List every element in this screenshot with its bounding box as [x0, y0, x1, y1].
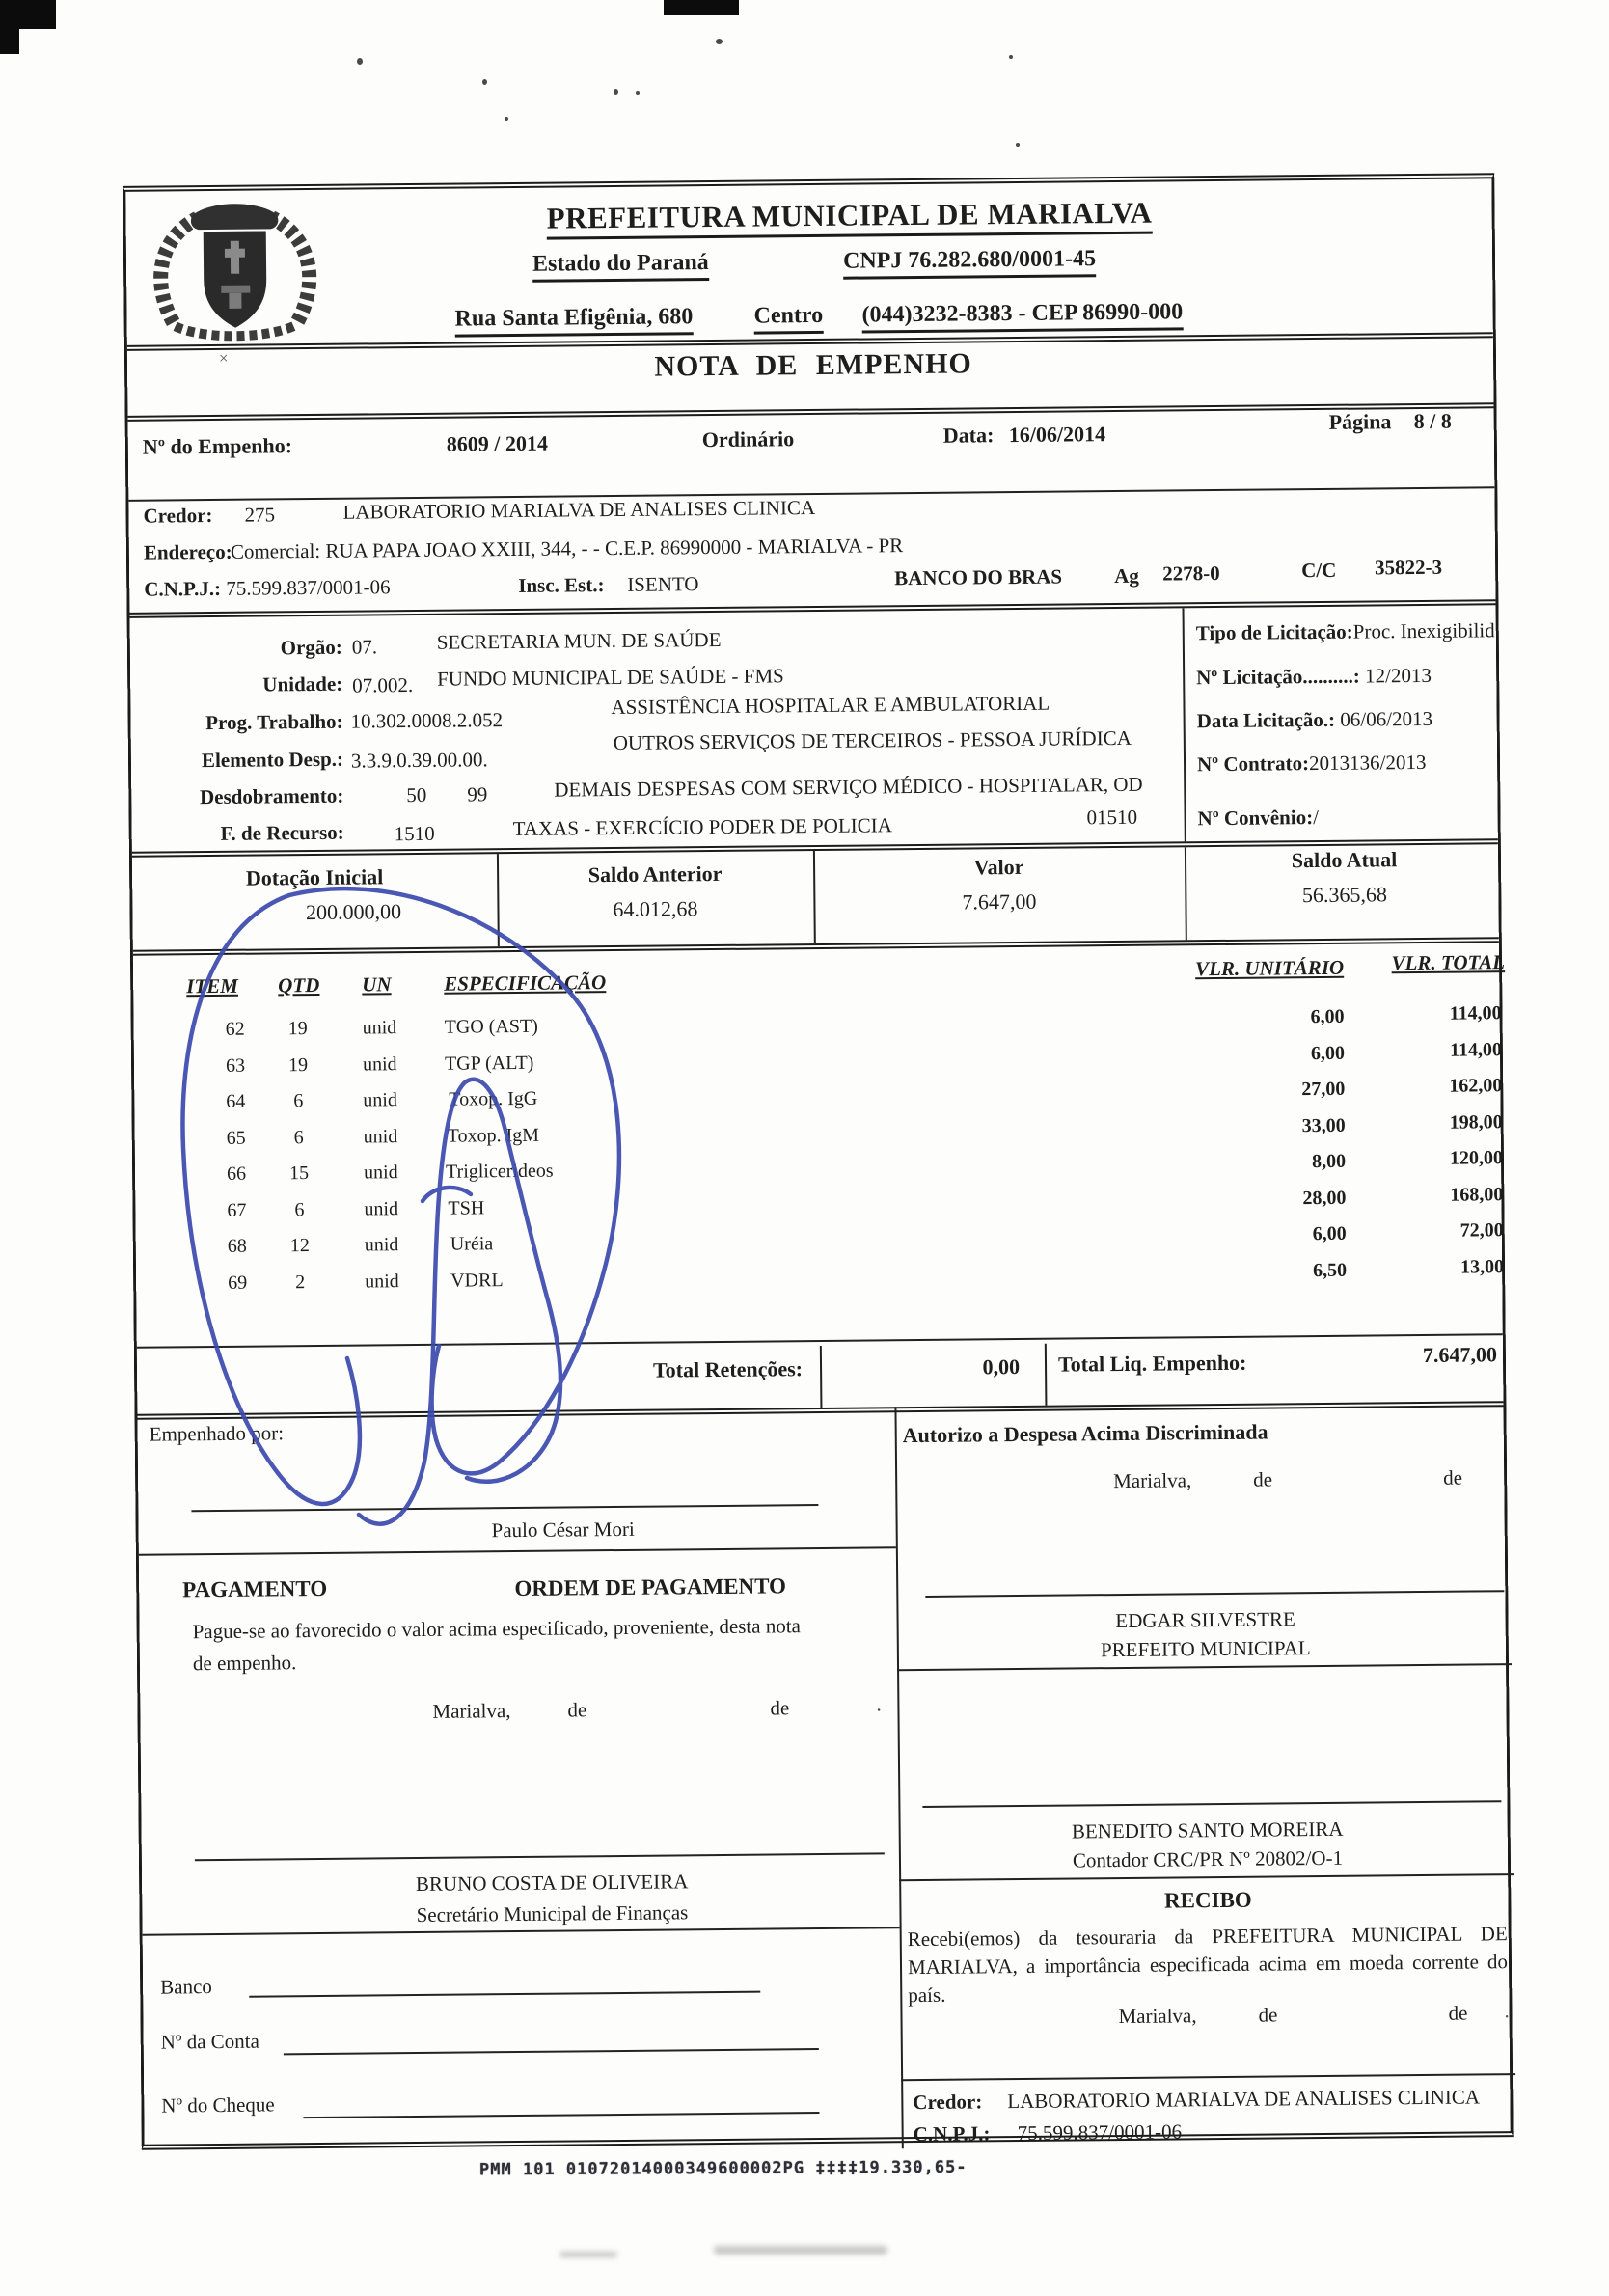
- autorizo-cidade: Marialva,: [1113, 1468, 1192, 1493]
- licitacao-data: 06/06/2013: [1340, 706, 1433, 731]
- licitacao-num: 12/2013: [1364, 663, 1432, 688]
- desdobramento-label: Desdobramento:: [199, 783, 344, 809]
- fonte-recurso-label: F. de Recurso:: [220, 820, 344, 845]
- scan-x-mark: ×: [218, 348, 229, 368]
- item-num: 64: [226, 1090, 246, 1112]
- cheque-fill-line: [303, 2112, 819, 2118]
- licitacao-convenio-label: Nº Convênio:: [1197, 806, 1314, 831]
- item-vlr-total: 198,00: [1449, 1111, 1503, 1134]
- header-state: Estado do Paraná: [532, 250, 709, 283]
- desdobramento-code1: 50: [406, 782, 427, 807]
- item-vlr-unit: 6,00: [1312, 1222, 1347, 1245]
- items-header-vlr-total: VLR. TOTAL: [1391, 950, 1506, 975]
- scan-speck: [636, 91, 640, 95]
- item-vlr-unit: 28,00: [1302, 1187, 1347, 1210]
- item-un: unid: [364, 1198, 399, 1220]
- scan-speck: [1009, 55, 1013, 59]
- cidade-data-ponto: .: [876, 1692, 882, 1716]
- credor-endereco: Comercial: RUA PAPA JOAO XXIII, 344, - - C.E.P. 86990000 - MARIALVA - PR: [230, 533, 904, 563]
- item-num: 63: [225, 1054, 246, 1077]
- item-espec: TSH: [448, 1197, 485, 1219]
- recibo-de2: de: [1448, 2001, 1468, 2025]
- contador-nome: BENEDITO SANTO MOREIRA: [1071, 1817, 1344, 1844]
- scan-artifact-corner-2: [0, 0, 19, 54]
- signature-line-contador: [922, 1800, 1501, 1808]
- scan-speck: [1016, 143, 1020, 147]
- licitacao-data-label: Data Licitação.:: [1196, 707, 1336, 733]
- item-un: unid: [363, 1089, 398, 1111]
- banco-label: Banco: [160, 1975, 212, 1999]
- licitacao-tipo-row: [1196, 618, 1495, 645]
- recibo-cnpj: 75.599.837/0001-06: [1017, 2119, 1183, 2146]
- cidade-data-de1: de: [567, 1698, 587, 1722]
- pagamento-texto: Pague-se ao favorecido o valor acima especificado, proveniente, desta nota de empenho.: [192, 1614, 802, 1675]
- item-un: unid: [365, 1271, 399, 1293]
- recibo-credor-label: Credor:: [913, 2090, 983, 2115]
- item-num: 69: [228, 1271, 248, 1294]
- item-num: 68: [227, 1235, 247, 1257]
- prefeito-nome: EDGAR SILVESTRE: [1115, 1607, 1295, 1633]
- credor-insc: ISENTO: [627, 572, 699, 596]
- elemento-desp-desc: OUTROS SERVIÇOS DE TERCEIROS - PESSOA JURÍDICA: [613, 725, 1132, 755]
- item-qtd: 12: [289, 1235, 310, 1257]
- item-num: 65: [226, 1127, 246, 1149]
- licitacao-contrato-row: [1197, 751, 1427, 777]
- empenho-number-label: Nº do Empenho:: [142, 433, 293, 459]
- credor-cc: 35822-3: [1375, 555, 1443, 580]
- licitacao-data-row: [1197, 707, 1433, 733]
- credor-ag: 2278-0: [1162, 560, 1220, 586]
- autorizo-titulo: Autorizo a Despesa Acima Discriminada: [902, 1419, 1268, 1448]
- orgao-desc: SECRETARIA MUN. DE SAÚDE: [436, 627, 722, 654]
- lower-left-column: [137, 1407, 901, 2155]
- item-espec: VDRL: [450, 1270, 504, 1292]
- credor-cnpj-label: C.N.P.J.:: [144, 576, 222, 601]
- recibo-texto: Recebi(emos) da tesouraria da PREFEITURA MUNICIPAL DE MARIALVA, a importância especificada acima em moeda corrente do país.: [907, 1922, 1509, 2008]
- unidade-code: 07.002.: [352, 673, 414, 697]
- cidade-data-line: Marialva,: [432, 1699, 511, 1723]
- licitacao-contrato-label: Nº Contrato:: [1196, 752, 1310, 777]
- total-liq-value: 7.647,00: [1422, 1342, 1498, 1367]
- empenhado-por-label: Empenhado por:: [149, 1421, 285, 1446]
- elemento-desp-code: 3.3.9.0.39.00.00.: [350, 748, 488, 773]
- credor-insc-label: Insc. Est.:: [518, 573, 605, 597]
- saldo-cell-label: Dotação Inicial: [245, 864, 384, 890]
- saldo-cell-label: Saldo Anterior: [587, 861, 723, 888]
- credor-name: LABORATORIO MARIALVA DE ANALISES CLINICA: [342, 495, 816, 524]
- scan-speck: [614, 89, 618, 95]
- contador-cargo: Contador CRC/PR Nº 20802/O-1: [1072, 1845, 1344, 1872]
- scan-artifact-top-bar: [664, 0, 739, 15]
- dot-matrix-imprint: PMM 101 01072014000349600002PG ‡‡‡‡19.330,65-: [478, 2157, 968, 2180]
- item-num: 62: [225, 1018, 245, 1040]
- conta-fill-line: [284, 2048, 819, 2055]
- desdobramento-desc: DEMAIS DESPESAS COM SERVIÇO MÉDICO - HOSPITALAR, OD: [554, 772, 1143, 802]
- licitacao-num-row: [1196, 664, 1432, 690]
- fonte-recurso-extra: 01510: [1086, 805, 1138, 830]
- cidade-data-de2: de: [770, 1696, 790, 1720]
- recibo-ponto: .: [1504, 1999, 1510, 2023]
- recibo-de1: de: [1258, 2003, 1278, 2027]
- total-liq-label: Total Liq. Empenho:: [1057, 1350, 1247, 1377]
- desdobramento-code2: 99: [467, 782, 488, 806]
- header-title-wrap: [415, 194, 1283, 237]
- recibo-titulo: RECIBO: [1163, 1887, 1252, 1913]
- secretario-cargo: Secretário Municipal de Finanças: [416, 1900, 689, 1927]
- autorizo-de2: de: [1443, 1465, 1463, 1490]
- conta-label: Nº da Conta: [160, 2029, 260, 2054]
- item-qtd: 2: [295, 1271, 306, 1294]
- credor-ag-label: Ag: [1114, 563, 1139, 588]
- item-vlr-unit: 6,00: [1310, 1005, 1345, 1028]
- item-un: unid: [364, 1234, 399, 1256]
- prog-trabalho-desc: ASSISTÊNCIA HOSPITALAR E AMBULATORIAL: [611, 691, 1050, 720]
- empenho-modality: Ordinário: [701, 426, 795, 452]
- item-vlr-total: 114,00: [1449, 1002, 1502, 1025]
- item-num: 67: [227, 1199, 247, 1221]
- item-vlr-total: 120,00: [1449, 1147, 1504, 1169]
- elemento-desp-label: Elemento Desp.:: [201, 747, 344, 773]
- credor-code: 275: [244, 503, 276, 527]
- credor-endereco-label: Endereço:: [143, 539, 232, 564]
- item-un: unid: [363, 1126, 398, 1148]
- items-header-item: ITEM: [186, 973, 239, 998]
- item-vlr-unit: 8,00: [1311, 1150, 1347, 1173]
- scan-smudge: [714, 2246, 887, 2255]
- total-retencoes-label: Total Retenções:: [652, 1356, 804, 1382]
- scan-speck: [505, 117, 508, 121]
- fonte-recurso-desc: TAXAS - EXERCÍCIO PODER DE POLICIA: [512, 813, 893, 841]
- signature-line-secretario: [195, 1852, 885, 1861]
- page-title: PREFEITURA MUNICIPAL DE MARIALVA: [547, 196, 1153, 240]
- item-espec: TGO (AST): [444, 1015, 538, 1038]
- header-address-street: Rua Santa Efigênia, 680: [454, 304, 693, 337]
- item-espec: Triglicerideos: [445, 1160, 554, 1183]
- fonte-recurso-code: 1510: [394, 821, 435, 846]
- item-qtd: 6: [293, 1127, 304, 1149]
- secretario-nome: BRUNO COSTA DE OLIVEIRA: [415, 1870, 689, 1897]
- item-vlr-total: 114,00: [1449, 1039, 1503, 1061]
- items-header-un: UN: [362, 972, 392, 997]
- items-header-qtd: QTD: [278, 972, 320, 998]
- items-header-espec: ESPECIFICAÇÃO: [444, 970, 607, 996]
- item-qtd: 15: [288, 1162, 310, 1185]
- item-vlr-total: 72,00: [1459, 1219, 1504, 1242]
- doc-title: NOTA DE EMPENHO: [654, 347, 972, 383]
- licitacao-tipo: Proc. Inexigibilid: [1352, 618, 1495, 643]
- credor-cc-label: C/C: [1301, 558, 1337, 583]
- saldo-cell-value: 64.012,68: [613, 896, 698, 922]
- empenho-form: [123, 173, 1513, 2150]
- items-header-vlr-unitario: VLR. UNITÁRIO: [1194, 955, 1345, 981]
- signature-line-empenhado: [191, 1504, 818, 1512]
- item-vlr-unit: 6,00: [1310, 1042, 1346, 1065]
- empenho-number: 8609 / 2014: [446, 430, 549, 456]
- scan-speck: [716, 39, 723, 44]
- saldo-cell-value: 200.000,00: [305, 899, 402, 925]
- prefeito-cargo: PREFEITO MUNICIPAL: [1100, 1636, 1311, 1662]
- total-retencoes-value: 0,00: [982, 1354, 1021, 1380]
- licitacao-convenio-row: [1197, 806, 1319, 831]
- banco-fill-line: [249, 1991, 760, 1998]
- item-vlr-total: 13,00: [1459, 1256, 1505, 1278]
- recibo-credor: LABORATORIO MARIALVA DE ANALISES CLINICA: [1007, 2085, 1481, 2114]
- empenhado-nome: Paulo César Mori: [491, 1517, 635, 1543]
- empenho-page-label: Página: [1328, 409, 1392, 434]
- saldo-cell-label: Saldo Atual: [1291, 847, 1398, 873]
- licitacao-contrato: 2013136/2013: [1308, 750, 1427, 776]
- lower-right-column: [894, 1401, 1515, 2148]
- empenho-date-label: Data:: [942, 423, 995, 448]
- unidade-desc: FUNDO MUNICIPAL DE SAÚDE - FMS: [437, 664, 784, 691]
- licitacao-tipo-label: Tipo de Licitação:: [1195, 619, 1353, 645]
- empenho-date: 16/06/2014: [1008, 422, 1106, 448]
- ordem-pagamento-titulo: ORDEM DE PAGAMENTO: [514, 1573, 787, 1601]
- orgao-label: Orgão:: [280, 635, 342, 660]
- scan-speck: [357, 58, 363, 65]
- header-address-district: Centro: [753, 303, 823, 335]
- item-un: unid: [362, 1053, 397, 1076]
- header-address-phone-cep: (044)3232-8383 - CEP 86990-000: [861, 299, 1183, 333]
- licitacao-num-label: Nº Licitação..........:: [1196, 664, 1360, 690]
- item-vlr-total: 162,00: [1449, 1075, 1503, 1097]
- item-vlr-unit: 27,00: [1301, 1078, 1346, 1101]
- item-vlr-total: 168,00: [1450, 1184, 1504, 1206]
- item-espec: Toxop. IgG: [449, 1087, 538, 1110]
- saldo-cell-value: 56.365,68: [1301, 882, 1387, 908]
- item-vlr-unit: 33,00: [1301, 1114, 1346, 1137]
- credor-banco: BANCO DO BRAS: [894, 564, 1063, 590]
- item-espec: Uréia: [450, 1233, 494, 1255]
- prog-trabalho-label: Prog. Trabalho:: [205, 709, 343, 735]
- unidade-label: Unidade:: [262, 671, 343, 697]
- credor-cnpj: 75.599.837/0001-06: [226, 575, 391, 600]
- prog-trabalho-code: 10.302.0008.2.052: [350, 708, 504, 733]
- credor-label: Credor:: [143, 503, 213, 528]
- item-espec: TGP (ALT): [444, 1052, 534, 1075]
- pagamento-titulo: PAGAMENTO: [182, 1575, 328, 1602]
- item-un: unid: [362, 1017, 397, 1039]
- item-espec: Toxop. IgM: [447, 1124, 540, 1147]
- item-un: unid: [363, 1162, 398, 1184]
- recibo-cnpj-label: C.N.P.J.:: [913, 2121, 991, 2146]
- item-qtd: 6: [294, 1199, 305, 1221]
- item-qtd: 19: [287, 1054, 309, 1077]
- item-qtd: 19: [287, 1018, 308, 1040]
- recibo-cidade: Marialva,: [1118, 2004, 1197, 2029]
- municipal-coat-of-arms-logo: [135, 198, 334, 342]
- empenho-page-value: 8 / 8: [1413, 408, 1452, 434]
- scan-speck: [482, 79, 487, 85]
- header-cnpj: CNPJ 76.282.680/0001-45: [843, 246, 1096, 280]
- signature-line-prefeito: [925, 1590, 1504, 1598]
- item-num: 66: [226, 1162, 247, 1185]
- licitacao-convenio: /: [1313, 806, 1320, 830]
- item-vlr-unit: 6,50: [1313, 1259, 1348, 1282]
- cheque-label: Nº do Cheque: [161, 2092, 275, 2118]
- orgao-code: 07.: [351, 635, 378, 659]
- scan-smudge: [559, 2252, 617, 2257]
- item-qtd: 6: [293, 1090, 304, 1112]
- autorizo-de1: de: [1253, 1467, 1273, 1491]
- saldo-cell-label: Valor: [973, 854, 1024, 880]
- saldo-cell-value: 7.647,00: [962, 888, 1037, 915]
